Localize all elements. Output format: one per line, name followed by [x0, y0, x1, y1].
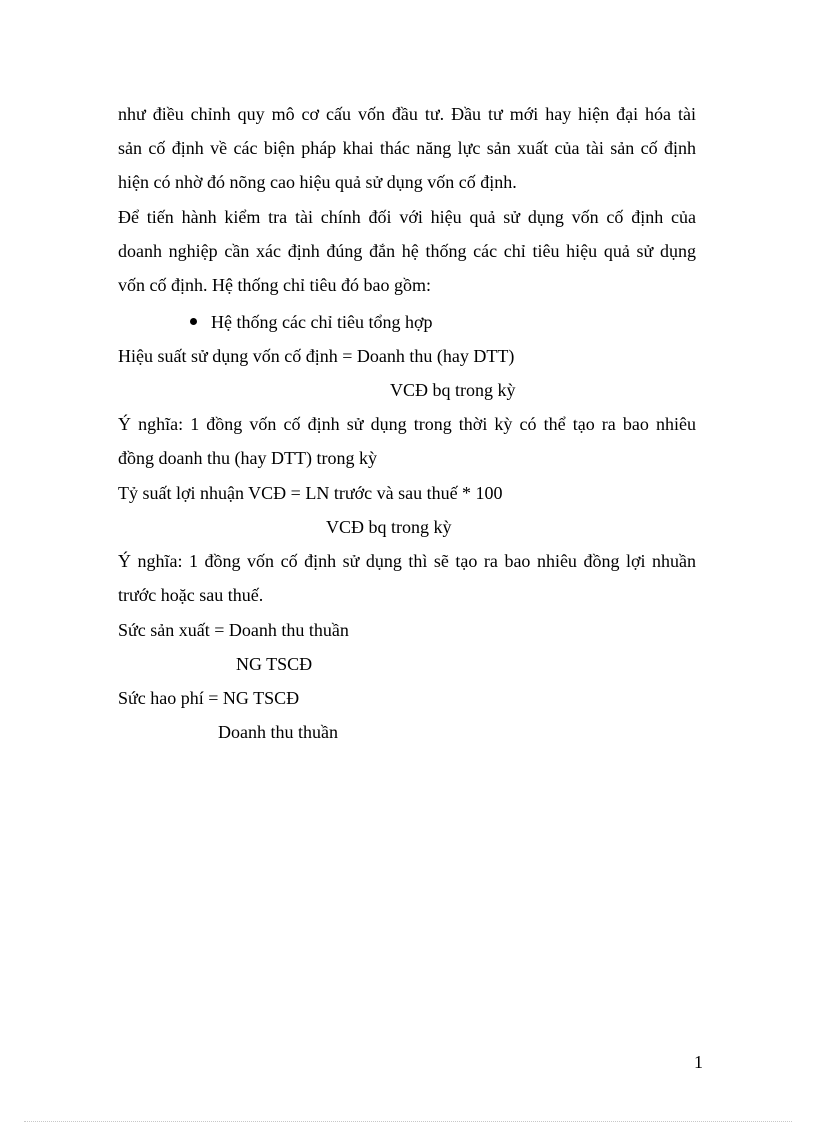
paragraph1-line-1: như điều chỉnh quy mô cơ cấu vốn đầu tư. Đầu tư mới hay hiện đại hóa tài: [118, 104, 696, 124]
formula4-denominator: Doanh thu thuần: [218, 722, 338, 742]
paragraph2-line-1: Để tiến hành kiểm tra tài chính đối với hiệu quả sử dụng vốn cố định của: [118, 207, 696, 227]
page-bottom-divider: [24, 1121, 792, 1122]
bullet-dot-icon: [190, 318, 197, 325]
formula2-denominator: VCĐ bq trong kỳ: [326, 517, 452, 537]
formula1-numerator: Hiệu suất sử dụng vốn cố định = Doanh thu (hay DTT): [118, 346, 515, 366]
meaning2-line-2: trước hoặc sau thuế.: [118, 585, 264, 605]
formula4-numerator: Sức hao phí = NG TSCĐ: [118, 688, 300, 708]
meaning1-line-1: Ý nghĩa: 1 đồng vốn cố định sử dụng trong thời kỳ có thể tạo ra bao nhiêu: [118, 414, 696, 434]
formula2-numerator: Tỷ suất lợi nhuận VCĐ = LN trước và sau thuế * 100: [118, 483, 503, 503]
formula3-denominator: NG TSCĐ: [236, 654, 313, 674]
paragraph1-line-3: hiện có nhờ đó nõng cao hiệu quả sử dụng vốn cố định.: [118, 172, 517, 192]
paragraph2-line-2: doanh nghiệp cần xác định đúng đắn hệ thống các chỉ tiêu hiệu quả sử dụng: [118, 241, 696, 261]
formula3-numerator: Sức sản xuất = Doanh thu thuần: [118, 620, 349, 640]
meaning1-line-2: đồng doanh thu (hay DTT) trong kỳ: [118, 448, 377, 468]
paragraph1-line-2: sản cố định về các biện pháp khai thác năng lực sản xuất của tài sản cố định: [118, 138, 696, 158]
page-number: 1: [694, 1052, 703, 1072]
meaning2-line-1: Ý nghĩa: 1 đồng vốn cố định sử dụng thì sẽ tạo ra bao nhiêu đồng lợi nhuần: [118, 551, 696, 571]
paragraph2-line-3: vốn cố định. Hệ thống chỉ tiêu đó bao gồm:: [118, 275, 431, 295]
formula1-denominator: VCĐ bq trong kỳ: [390, 380, 516, 400]
bullet-item: [190, 311, 432, 333]
bullet-text: Hệ thống các chỉ tiêu tổng hợp: [211, 312, 433, 332]
